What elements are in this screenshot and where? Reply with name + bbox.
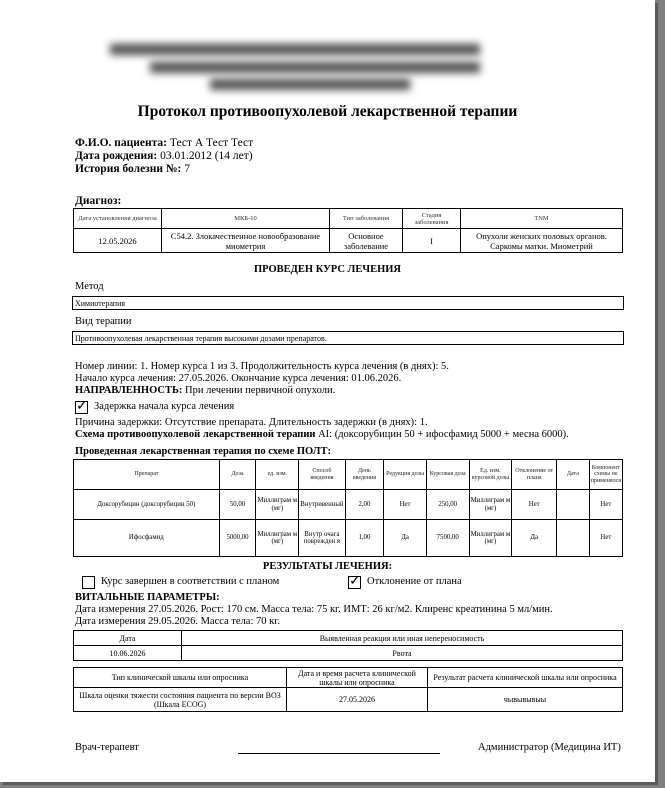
table-header: Доза [219, 460, 256, 490]
blurred-header: ▆▆▆▆▆▆▆▆▆▆▆▆▆▆▆▆▆▆▆▆ [210, 75, 410, 90]
table-row [74, 490, 623, 520]
table-cell: I [403, 229, 461, 253]
table-header: День введения [345, 460, 384, 490]
completed-checkbox[interactable] [82, 576, 95, 589]
patient-dob-line: Дата рождения: 03.01.2012 (14 лет) [75, 150, 253, 162]
table-header: Тип заболевания [330, 209, 403, 229]
table-header: ед. изм. [256, 460, 299, 490]
table-cell [557, 490, 590, 520]
course-line-2: Начало курса лечения: 27.05.2026. Окончание курса лечения: 01.06.2026. [75, 373, 402, 384]
method-label: Метод [75, 281, 104, 292]
table-cell: Да [384, 520, 427, 557]
table-header: Дата [557, 460, 590, 490]
signature-line [238, 753, 440, 754]
table-header: Тип клинической шкалы или опросника [74, 668, 287, 688]
diagnosis-label: Диагноз: [75, 195, 122, 207]
table-cell: 27.05.2026 [287, 688, 428, 712]
delay-checkbox[interactable]: ✓ [76, 399, 88, 414]
table-header: Отклонение от плана [512, 460, 557, 490]
therapy-type-label: Вид терапии [75, 316, 132, 327]
table-row [74, 520, 623, 557]
table-cell: Нет [384, 490, 427, 520]
reactions-table [73, 630, 623, 661]
table-cell: 2,00 [345, 490, 384, 520]
scales-table [73, 667, 623, 712]
table-cell: Миллиграм м (мг) [256, 520, 299, 557]
table-cell: 1,00 [345, 520, 384, 557]
patient-name-line: Ф.И.О. пациента: Тест А Тест Тест [75, 137, 254, 149]
table-cell: Опухоли женских половых органов. Саркомы матки. Миометрий [461, 229, 623, 253]
vitals-heading: ВИТАЛЬНЫЕ ПАРАМЕТРЫ: [75, 592, 220, 603]
table-cell: Нет [589, 520, 622, 557]
table-header: Выявленная реакция или иная непереносимость [182, 631, 623, 646]
table-header: Препарат [74, 460, 220, 490]
table-cell: 7500,00 [426, 520, 469, 557]
deviation-label: Отклонение от плана [367, 576, 462, 587]
table-cell: Миллиграм м (мг) [469, 490, 512, 520]
signature-left: Врач-терапевт [75, 742, 139, 753]
drugs-table [73, 459, 623, 557]
vitals-line-2: Дата измерения 29.05.2026. Масса тела: 70 кг. [75, 616, 280, 627]
table-cell: Ифосфамид [74, 520, 220, 557]
table-cell: 10.06.2026 [74, 646, 182, 661]
table-header: Способ введения [299, 460, 345, 490]
table-cell: Нет [512, 490, 557, 520]
table-cell: Внутривенный [299, 490, 345, 520]
table-cell: Доксорубицин (доксорубицин 50) [74, 490, 220, 520]
diagnosis-table [73, 208, 623, 253]
results-heading: РЕЗУЛЬТАТЫ ЛЕЧЕНИЯ: [262, 561, 393, 572]
signature-right: Администратор (Медицина ИТ) [478, 742, 621, 753]
table-header: МКБ-10 [162, 209, 330, 229]
table-cell: 250,00 [426, 490, 469, 520]
table-cell: Шкала оценки тяжести состояния пациента по версии ВОЗ (Шкала ECOG) [74, 688, 287, 712]
table-header: TNM [461, 209, 623, 229]
table-row [74, 688, 623, 712]
table-cell: 12.05.2026 [74, 229, 162, 253]
vitals-line-1: Дата измерения 27.05.2026. Рост: 170 см. Масса тела: 75 кг. ИМТ: 26 кг/м2. Клиренс креатинина 5 мл/мин. [75, 604, 553, 615]
case-number-line: История болезни №: 7 [75, 163, 190, 175]
delay-reason: Причина задержки: Отсутствие препарата. Длительность задержки (в днях): 1. [75, 417, 428, 428]
table-cell: C54.2. Злокачественное новообразование миометрия [162, 229, 330, 253]
table-header: Компонент схемы не применялся [589, 460, 622, 490]
table-cell: Основное заболевание [330, 229, 403, 253]
direction-line: НАПРАВЛЕННОСТЬ: При лечении первичной опухоли. [75, 385, 336, 396]
table-header: Курсовая доза [426, 460, 469, 490]
deviation-checkbox[interactable]: ✓ [349, 574, 361, 589]
therapy-type-field: Противоопухолевая лекарственная терапия высокими дозами препаратов. [72, 331, 624, 345]
table-cell: Рвота [182, 646, 623, 661]
blurred-header: ▆▆▆▆▆▆▆▆▆▆▆▆▆▆▆▆▆▆▆▆▆▆▆▆▆▆▆▆▆▆▆▆▆ [150, 58, 480, 73]
page-title: Протокол противоопухолевой лекарственной терапии [137, 103, 518, 120]
table-cell: Нет [589, 490, 622, 520]
table-header: Результат расчета клинической шкалы или опросника [428, 668, 623, 688]
table-header: Редукция дозы [384, 460, 427, 490]
scheme-line: Схема противоопухолевой лекарственной терапии AI: (доксорубицин 50 + ифосфамид 5000 + месна 6000). [75, 429, 569, 440]
table-cell: Миллиграм м (мг) [469, 520, 512, 557]
table-header: Ед. изм. курсовой дозы [469, 460, 512, 490]
course-heading: ПРОВЕДЕН КУРС ЛЕЧЕНИЯ [253, 264, 402, 275]
completed-label: Курс завершен в соответствии с планом [101, 576, 280, 587]
table-cell: 50,00 [219, 490, 256, 520]
table-header: Стадия заболевания [403, 209, 461, 229]
course-line-1: Номер линии: 1. Номер курса 1 из 3. Продолжительность курса лечения (в днях): 5. [75, 361, 449, 372]
table-cell: Да [512, 520, 557, 557]
delay-label: Задержка начала курса лечения [94, 401, 235, 412]
table-header: Дата и время расчета клинической шкалы или опросника [287, 668, 428, 688]
table-cell: чывывывыы [428, 688, 623, 712]
table-cell: 5000,00 [219, 520, 256, 557]
table-header: Дата [74, 631, 182, 646]
table-row [74, 646, 623, 661]
method-field: Химиотерапия [72, 296, 624, 310]
blurred-header: ▆▆▆▆▆▆▆▆▆▆▆▆▆▆▆▆▆▆▆▆▆▆▆▆▆▆▆▆▆▆▆▆▆▆▆▆▆ [110, 40, 480, 55]
drugs-heading: Проведенная лекарственная терапия по схеме ПОЛТ: [75, 446, 331, 457]
table-cell: Внутр очага поврежден я [299, 520, 345, 557]
table-header: Дата установления диагноза [74, 209, 162, 229]
table-cell [557, 520, 590, 557]
table-cell: Миллиграм м (мг) [256, 490, 299, 520]
